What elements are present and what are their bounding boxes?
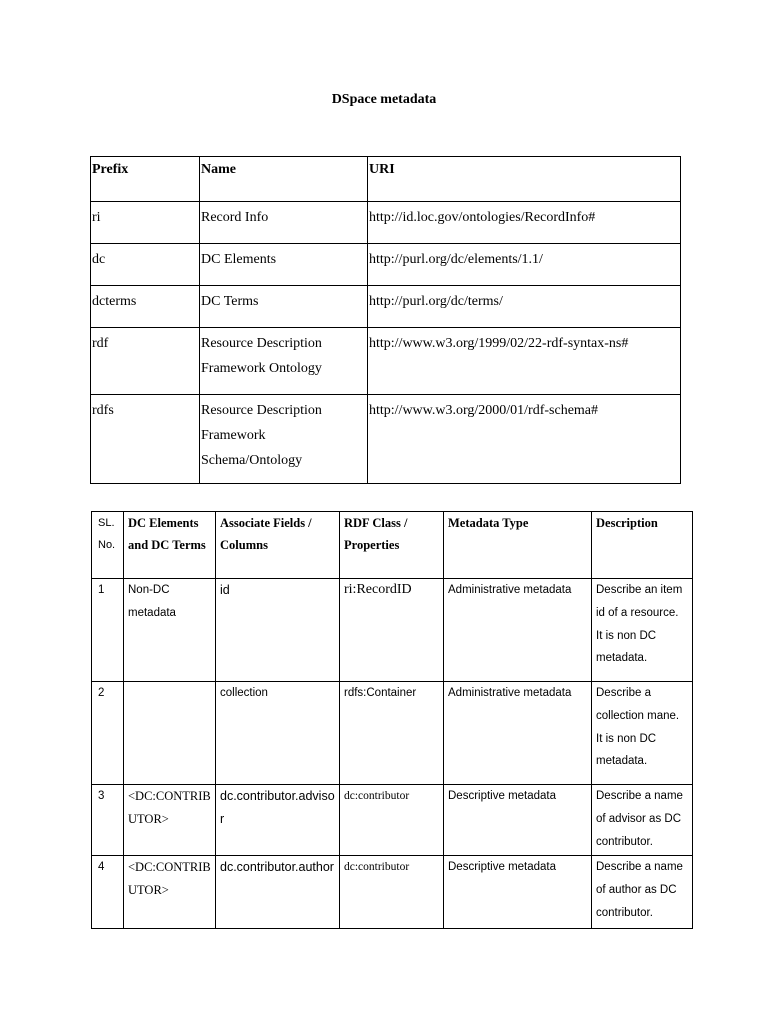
cell-sl-no: 1	[92, 579, 124, 682]
cell-uri: http://www.w3.org/2000/01/rdf-schema#	[368, 395, 681, 484]
cell-name: Resource Description Framework Ontology	[200, 328, 368, 395]
cell-name: DC Elements	[200, 244, 368, 286]
cell-associate-fields	[216, 785, 340, 856]
cell-name: Record Info	[200, 202, 368, 244]
cell-uri: http://purl.org/dc/terms/	[368, 286, 681, 328]
header-sl-no: SL. No.	[92, 512, 124, 579]
cell-name: Resource Description Framework Schema/Ontology	[200, 395, 368, 484]
table-row	[91, 202, 681, 244]
table-header-row	[91, 157, 681, 202]
cell-associate-fields: id	[216, 579, 340, 682]
field-text: dc.contributor.author	[220, 860, 334, 874]
cell-description: Describe a name of author as DC contributor.	[592, 856, 693, 929]
cell-rdf-class: dc:contributor	[340, 856, 444, 929]
cell-description: Describe a collection mane. It is non DC metadata.	[592, 682, 693, 785]
cell-uri: http://www.w3.org/1999/02/22-rdf-syntax-ns#	[368, 328, 681, 395]
cell-rdf-class: dc:contributor	[340, 785, 444, 856]
cell-prefix: rdf	[91, 328, 200, 395]
cell-description: Describe a name of advisor as DC contributor.	[592, 785, 693, 856]
cell-metadata-type: Descriptive metadata	[444, 785, 592, 856]
table-row	[91, 395, 681, 484]
prefix-table	[90, 156, 681, 484]
table-row	[92, 579, 693, 682]
cell-metadata-type: Administrative metadata	[444, 579, 592, 682]
cell-rdf-class: rdfs:Container	[340, 682, 444, 785]
cell-uri: http://purl.org/dc/elements/1.1/	[368, 244, 681, 286]
table-row	[91, 244, 681, 286]
cell-dc-elements	[124, 682, 216, 785]
table-row	[92, 682, 693, 785]
header-dc-elements: DC Elements and DC Terms	[124, 512, 216, 579]
cell-prefix: dcterms	[91, 286, 200, 328]
cell-sl-no: 4	[92, 856, 124, 929]
header-uri: URI	[368, 157, 681, 202]
cell-associate-fields	[216, 856, 340, 929]
header-name: Name	[200, 157, 368, 202]
table-row	[91, 328, 681, 395]
cell-metadata-type: Administrative metadata	[444, 682, 592, 785]
cell-prefix: dc	[91, 244, 200, 286]
field-text: dc.contributor.advisor	[220, 789, 335, 826]
cell-sl-no: 3	[92, 785, 124, 856]
cell-prefix: rdfs	[91, 395, 200, 484]
cell-associate-fields: collection	[216, 682, 340, 785]
header-metadata-type: Metadata Type	[444, 512, 592, 579]
cell-dc-elements: Non-DC metadata	[124, 579, 216, 682]
header-associate-fields: Associate Fields / Columns	[216, 512, 340, 579]
document-title: DSpace metadata	[331, 92, 437, 107]
cell-dc-elements	[124, 785, 216, 856]
dc-element-text: <DC:CONTRIBUTOR>	[128, 860, 211, 897]
header-prefix: Prefix	[91, 157, 200, 202]
header-description: Description	[592, 512, 693, 579]
cell-rdf-class: ri:RecordID	[340, 579, 444, 682]
cell-name: DC Terms	[200, 286, 368, 328]
dc-metadata-table	[91, 511, 693, 929]
cell-sl-no: 2	[92, 682, 124, 785]
table-row	[92, 856, 693, 929]
cell-prefix: ri	[91, 202, 200, 244]
dc-element-text: <DC:CONTRIBUTOR>	[128, 789, 211, 826]
cell-description: Describe an item id of a resource. It is non DC metadata.	[592, 579, 693, 682]
header-rdf-class: RDF Class / Properties	[340, 512, 444, 579]
table-header-row	[92, 512, 693, 579]
cell-metadata-type: Descriptive metadata	[444, 856, 592, 929]
table-row	[92, 785, 693, 856]
cell-uri: http://id.loc.gov/ontologies/RecordInfo#	[368, 202, 681, 244]
table-row	[91, 286, 681, 328]
cell-dc-elements	[124, 856, 216, 929]
